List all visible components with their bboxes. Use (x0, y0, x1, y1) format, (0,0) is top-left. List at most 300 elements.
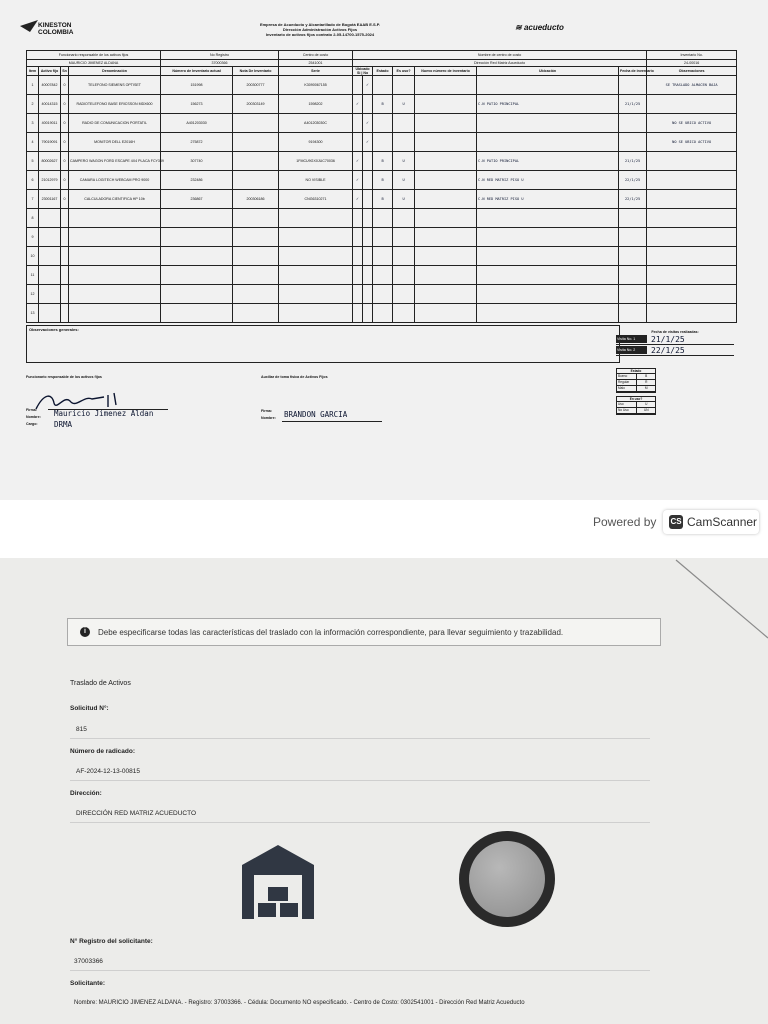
solicitud-label: Solicitud N°: (70, 705, 109, 712)
cell-uso (393, 285, 415, 304)
cell-no (363, 228, 373, 247)
cell-obs (647, 285, 737, 304)
cell-nota (233, 247, 279, 266)
solicitud-value: 815 (76, 726, 87, 733)
cell-nota (233, 152, 279, 171)
cell-no (363, 152, 373, 171)
logo-line-1: KINESTON (38, 22, 72, 29)
cell-inv (161, 266, 233, 285)
cell-ubic (477, 304, 619, 323)
cell-uso (393, 114, 415, 133)
legend-key: No Uso (618, 408, 629, 412)
cell-estado (373, 76, 393, 95)
visitas-title: Fecha de visitas realizadas: (651, 330, 699, 334)
cell-nota (233, 171, 279, 190)
cell-uso (393, 76, 415, 95)
legend-code: U (636, 402, 656, 407)
cell-fecha: 21/1/25 (619, 152, 647, 171)
cell-item: 10 (27, 247, 39, 266)
funcionario-label: Funcionario responsable de los activos fijos (27, 51, 161, 60)
ubicado-label: Ubicado (355, 67, 370, 71)
cell-activo: 40007842 (39, 76, 61, 95)
cell-sn: 0 (61, 171, 69, 190)
cell-obs (647, 304, 737, 323)
observaciones-label: Observaciones generales: (29, 327, 79, 332)
cell-nuevo (415, 228, 477, 247)
acueducto-logo (515, 23, 564, 32)
cell-item: 3 (27, 114, 39, 133)
cell-obs: SE TRASLADO ALMACEN BAJA (647, 76, 737, 95)
col-fecha: Fecha de inventario (619, 67, 647, 76)
cell-serie (279, 304, 353, 323)
col-sn: Sn (61, 67, 69, 76)
cell-uso: U (393, 190, 415, 209)
cell-nuevo (415, 266, 477, 285)
table-top-labels (27, 51, 737, 60)
cell-si (353, 266, 363, 285)
visita-2-date: 22/1/25 (651, 345, 685, 355)
table-row (27, 266, 737, 285)
cell-sn: 0 (61, 152, 69, 171)
transfer-request-page (0, 558, 768, 1024)
nombre-centro-value: Dirección Red Matriz Acueducto (353, 60, 647, 67)
cell-si (353, 285, 363, 304)
scanned-inventory-page (0, 0, 768, 500)
cell-desc: RADIO DE COMUNICACION PORTATIL (69, 114, 161, 133)
info-alert (67, 618, 661, 646)
table-header-row (27, 67, 737, 76)
cell-desc: CAMPERO WAGON FORD ESCAPE 4X4 PLACA FCY339 (69, 152, 161, 171)
cell-fecha (619, 304, 647, 323)
camscanner-icon: CS (669, 515, 683, 529)
cell-nuevo (415, 209, 477, 228)
cell-inv: 307740 (161, 152, 233, 171)
cell-item: 11 (27, 266, 39, 285)
visita-2 (616, 345, 734, 356)
cell-inv: 275872 (161, 133, 233, 152)
cell-nota: 200303149 (233, 95, 279, 114)
cell-estado (373, 247, 393, 266)
divider (70, 970, 650, 971)
col-no: No (363, 71, 369, 75)
cell-fecha (619, 209, 647, 228)
cell-fecha (619, 247, 647, 266)
cell-inv: 156273 (161, 95, 233, 114)
table-row (27, 114, 737, 133)
cell-item: 7 (27, 190, 39, 209)
cell-uso (393, 247, 415, 266)
cell-inv: 236867 (161, 190, 233, 209)
cell-inv (161, 209, 233, 228)
header-line-1: Empresa de Acueducto y Alcantarillado de Bogotá EAAB E.S.P. (259, 22, 381, 27)
table-row (27, 190, 737, 209)
kineston-logo (20, 18, 90, 40)
sign-left-cargo-label: Cargo: (26, 422, 38, 426)
cell-activo: 21012979 (39, 171, 61, 190)
cell-no: ✓ (363, 133, 373, 152)
header-line-3: Inventario de activos fijos contrato 2-05-14700-1575-2024 (265, 32, 375, 37)
direccion-label: Dirección: (70, 790, 102, 797)
legend-row (617, 408, 655, 414)
cell-obs (647, 266, 737, 285)
cell-nuevo (415, 190, 477, 209)
cell-ubic: C.N RED MATRIZ PISO U (477, 171, 619, 190)
cell-desc: RADIOTELEFONO BASE ERICSSON MDX600 (69, 95, 161, 114)
registro-solicitante-label: N° Registro del solicitante: (70, 938, 153, 945)
cell-desc: CAMARA LOGITECH WEBCAM PRO 9000 (69, 171, 161, 190)
cell-si (353, 76, 363, 95)
cell-sn: 0 (61, 114, 69, 133)
visita-1-label: Visita No. 1 (616, 335, 647, 343)
cell-estado (373, 114, 393, 133)
cell-sn (61, 247, 69, 266)
table-row (27, 152, 737, 171)
cell-serie: A401203030C (279, 114, 353, 133)
cell-activo (39, 228, 61, 247)
cell-serie (279, 209, 353, 228)
cell-estado (373, 266, 393, 285)
visitas-box (616, 330, 734, 356)
powered-by-text: Powered by (593, 515, 657, 529)
visita-1-date: 21/1/25 (651, 334, 685, 344)
estado-legend-title: Estado (617, 369, 655, 374)
acueducto-logo-icon: ≋ (515, 23, 522, 32)
cell-nota: 200306186 (233, 190, 279, 209)
cell-nota (233, 304, 279, 323)
cell-nuevo (415, 95, 477, 114)
cell-estado: B (373, 95, 393, 114)
estado-legend (616, 368, 656, 418)
uso-legend-title: En uso? (617, 397, 655, 402)
cell-ubic (477, 209, 619, 228)
cell-activo (39, 266, 61, 285)
cell-nuevo (415, 76, 477, 95)
cell-ubic (477, 266, 619, 285)
cell-sn (61, 304, 69, 323)
legend-key: Bueno (618, 374, 628, 378)
cell-fecha (619, 228, 647, 247)
cell-obs (647, 209, 737, 228)
cell-ubic (477, 247, 619, 266)
col-observaciones: Observaciones (647, 67, 737, 76)
cell-item: 8 (27, 209, 39, 228)
document-header (230, 22, 410, 37)
cell-sn (61, 228, 69, 247)
cell-si (353, 114, 363, 133)
sign-left-cargo: DRMA (54, 420, 73, 429)
estado-legend-box (616, 368, 656, 393)
cell-sn: 0 (61, 76, 69, 95)
cell-nota: 200300777 (233, 76, 279, 95)
cell-serie (279, 228, 353, 247)
cell-sn (61, 266, 69, 285)
cell-serie: 9194300 (279, 133, 353, 152)
camscanner-brand: CamScanner (687, 515, 758, 529)
cell-uso: U (393, 152, 415, 171)
legend-code: B (636, 374, 656, 379)
cell-ubic (477, 114, 619, 133)
divider (70, 822, 650, 823)
cell-activo: 40014315 (39, 95, 61, 114)
cell-desc (69, 266, 161, 285)
cell-sn (61, 285, 69, 304)
funcionario-value: MAURICIO JIMENEZ ALDANA (27, 60, 161, 67)
table-row (27, 133, 737, 152)
cell-desc (69, 209, 161, 228)
cell-estado: B (373, 190, 393, 209)
logo-line-2: COLOMBIA (38, 28, 74, 36)
avatar-inner (469, 841, 545, 917)
divider (70, 780, 650, 781)
info-icon: i (80, 627, 90, 637)
cell-uso (393, 304, 415, 323)
cell-si: ✓ (353, 95, 363, 114)
cell-fecha (619, 285, 647, 304)
cell-obs (647, 171, 737, 190)
registro-solicitante-value: 37003366 (74, 958, 103, 965)
uso-legend-box (616, 396, 656, 415)
sign-right-firma-label: Firma: (261, 409, 272, 413)
table-row (27, 228, 737, 247)
cell-uso (393, 209, 415, 228)
cell-item: 2 (27, 95, 39, 114)
legend-key: Uso (618, 402, 624, 406)
cell-no (363, 95, 373, 114)
cell-estado (373, 228, 393, 247)
cell-activo: 40019011 (39, 114, 61, 133)
table-row (27, 247, 737, 266)
direccion-value: DIRECCIÓN RED MATRIZ ACUEDUCTO (76, 810, 197, 817)
table-row (27, 76, 737, 95)
cell-estado (373, 285, 393, 304)
cell-inv (161, 304, 233, 323)
avatar (459, 831, 555, 927)
cell-obs: NO SE UBICO ACTIVO (647, 133, 737, 152)
sign-left-nombre-label: Nombre: (26, 415, 41, 419)
cell-uso (393, 133, 415, 152)
cell-no (363, 209, 373, 228)
radicado-value: AF-2024-12-13-00815 (76, 768, 140, 775)
cell-item: 5 (27, 152, 39, 171)
col-inventario-actual: Número de Inventario actual (161, 67, 233, 76)
table-row (27, 285, 737, 304)
cell-ubic: C.N RED MATRIZ PISO U (477, 190, 619, 209)
col-activo: Activo fijo (39, 67, 61, 76)
cell-ubic: C.N PATIO PRINCIPAL (477, 152, 619, 171)
cell-serie (279, 247, 353, 266)
cell-si (353, 228, 363, 247)
legend-code: M (636, 386, 656, 391)
cell-ubic (477, 76, 619, 95)
cell-desc (69, 247, 161, 266)
cell-si (353, 247, 363, 266)
inventory-rows (27, 76, 737, 323)
sign-left-firma-label: Firma: (26, 408, 37, 412)
cell-fecha (619, 114, 647, 133)
cell-nuevo (415, 152, 477, 171)
cell-fecha (619, 266, 647, 285)
cell-no (363, 266, 373, 285)
cell-nuevo (415, 285, 477, 304)
camscanner-badge[interactable] (663, 510, 759, 534)
cell-item: 9 (27, 228, 39, 247)
cell-fecha: 22/1/25 (619, 190, 647, 209)
cell-item: 1 (27, 76, 39, 95)
cell-activo (39, 285, 61, 304)
cell-inv: 232486 (161, 171, 233, 190)
cell-nota (233, 209, 279, 228)
cell-sn: 0 (61, 190, 69, 209)
cell-obs (647, 190, 737, 209)
cell-inv (161, 285, 233, 304)
sign-left-nombre: Mauricio Jimenez Aldan (54, 409, 154, 418)
cell-serie (279, 285, 353, 304)
cell-si: ✓ (353, 171, 363, 190)
col-serie: Serie (279, 67, 353, 76)
acueducto-logo-text: acueducto (523, 23, 564, 32)
cell-activo: 79019091 (39, 133, 61, 152)
cell-serie: 1FMCU9GX0JUC70036 (279, 152, 353, 171)
cell-item: 12 (27, 285, 39, 304)
cell-nota (233, 133, 279, 152)
col-nuevo-numero: Nuevo número de inventario (415, 67, 477, 76)
cell-sn (61, 209, 69, 228)
cell-nuevo (415, 171, 477, 190)
cell-no (363, 171, 373, 190)
paper-fold-line (672, 558, 768, 648)
signatures-area (26, 375, 586, 435)
col-nota: Nota De Inventario (233, 67, 279, 76)
cell-estado (373, 133, 393, 152)
cell-uso: U (393, 95, 415, 114)
cell-nota (233, 285, 279, 304)
cell-serie (279, 266, 353, 285)
cell-item: 6 (27, 171, 39, 190)
cell-nuevo (415, 304, 477, 323)
cell-desc (69, 304, 161, 323)
cell-si (353, 209, 363, 228)
cell-activo (39, 209, 61, 228)
col-estado: Estado (373, 67, 393, 76)
cell-inv (161, 247, 233, 266)
cell-si (353, 133, 363, 152)
cell-inv: 151998 (161, 76, 233, 95)
cell-desc: MONITOR DELL E2016H (69, 133, 161, 152)
sign-right-title: Auxiliar de toma física de Activos Fijos (261, 375, 328, 379)
solicitante-label: Solicitante: (70, 980, 106, 987)
divider (70, 738, 650, 739)
cell-estado: B (373, 152, 393, 171)
cell-no (363, 247, 373, 266)
cell-si: ✓ (353, 190, 363, 209)
alert-text: Debe especificarse todas las características del traslado con la información correspondiente, para llevar seguimiento y trazabilidad. (98, 627, 564, 637)
cell-desc (69, 285, 161, 304)
cell-serie: 1598202 (279, 95, 353, 114)
cell-serie: CNG6310271 (279, 190, 353, 209)
sign-right-nombre: BRANDON GARCIA (284, 410, 348, 419)
cell-no: ✓ (363, 114, 373, 133)
visita-1 (616, 334, 734, 345)
table-row (27, 95, 737, 114)
col-uso: Es uso? (393, 67, 415, 76)
cell-nota (233, 266, 279, 285)
cell-sn: 0 (61, 133, 69, 152)
cell-obs (647, 152, 737, 171)
inventario-label: Inventario No. (647, 51, 737, 60)
cell-si (353, 304, 363, 323)
cell-si: ✓ (353, 152, 363, 171)
cell-uso (393, 228, 415, 247)
cell-inv: A401203030 (161, 114, 233, 133)
cell-uso: U (393, 171, 415, 190)
cell-fecha (619, 76, 647, 95)
cell-estado: B (373, 171, 393, 190)
cell-fecha: 21/1/25 (619, 95, 647, 114)
col-denominacion: Denominación (69, 67, 161, 76)
cell-sn: 0 (61, 95, 69, 114)
legend-row (617, 386, 655, 392)
legend-code: R (636, 380, 656, 385)
table-top-values (27, 60, 737, 67)
cell-serie: NO VISIBLE (279, 171, 353, 190)
radicado-label: Número de radicado: (70, 748, 136, 755)
inventario-value: 24-00016 (647, 60, 737, 67)
legend-key: Regular (618, 380, 630, 384)
cell-activo: 23001167 (39, 190, 61, 209)
inventory-table (26, 50, 737, 323)
cell-no (363, 190, 373, 209)
registro-label: No Registro (161, 51, 279, 60)
centro-value: 2541001 (279, 60, 353, 67)
table-row (27, 209, 737, 228)
cell-activo (39, 304, 61, 323)
table-row (27, 304, 737, 323)
cell-obs (647, 247, 737, 266)
cell-desc: CALCULADORA CIENTIFICA HP 10b (69, 190, 161, 209)
sign-right-line (282, 421, 382, 422)
cell-item: 13 (27, 304, 39, 323)
cell-obs (647, 228, 737, 247)
cell-serie: K3090067155 (279, 76, 353, 95)
transfer-title: Traslado de Activos (70, 680, 131, 687)
header-line-2: Dirección Administración Activos Fijos (282, 27, 358, 32)
visita-2-label: Visita No. 2 (616, 346, 647, 354)
cell-activo: 80002627 (39, 152, 61, 171)
sign-left-title: Funcionario responsable de los activos fijos (26, 375, 102, 379)
warehouse-icon (240, 843, 316, 921)
cell-no: ✓ (363, 76, 373, 95)
cell-fecha: 22/1/25 (619, 171, 647, 190)
cell-nuevo (415, 247, 477, 266)
nombre-centro-label: Nombre de centro de costo (353, 51, 647, 60)
cell-desc (69, 228, 161, 247)
cell-desc: TELEFONO SIEMENS OPTISET (69, 76, 161, 95)
cell-estado (373, 304, 393, 323)
cell-nota (233, 114, 279, 133)
col-item: Item (27, 67, 39, 76)
cell-inv (161, 228, 233, 247)
cell-ubic (477, 285, 619, 304)
registro-value: 37000366 (161, 60, 279, 67)
legend-key: Malo (618, 386, 625, 390)
sign-right-nombre-label: Nombre: (261, 416, 276, 420)
solicitante-value: Nombre: MAURICIO JIMENEZ ALDANA. - Registro: 37003366. - Cédula: Documento NO especificado. - Centro de Costo: 0302541001 - Dirección Red Matriz Acueducto (74, 1000, 525, 1006)
cell-obs (647, 95, 737, 114)
cell-activo (39, 247, 61, 266)
cell-obs: NO SE UBICO ACTIVO (647, 114, 737, 133)
cell-uso (393, 266, 415, 285)
cell-item: 4 (27, 133, 39, 152)
